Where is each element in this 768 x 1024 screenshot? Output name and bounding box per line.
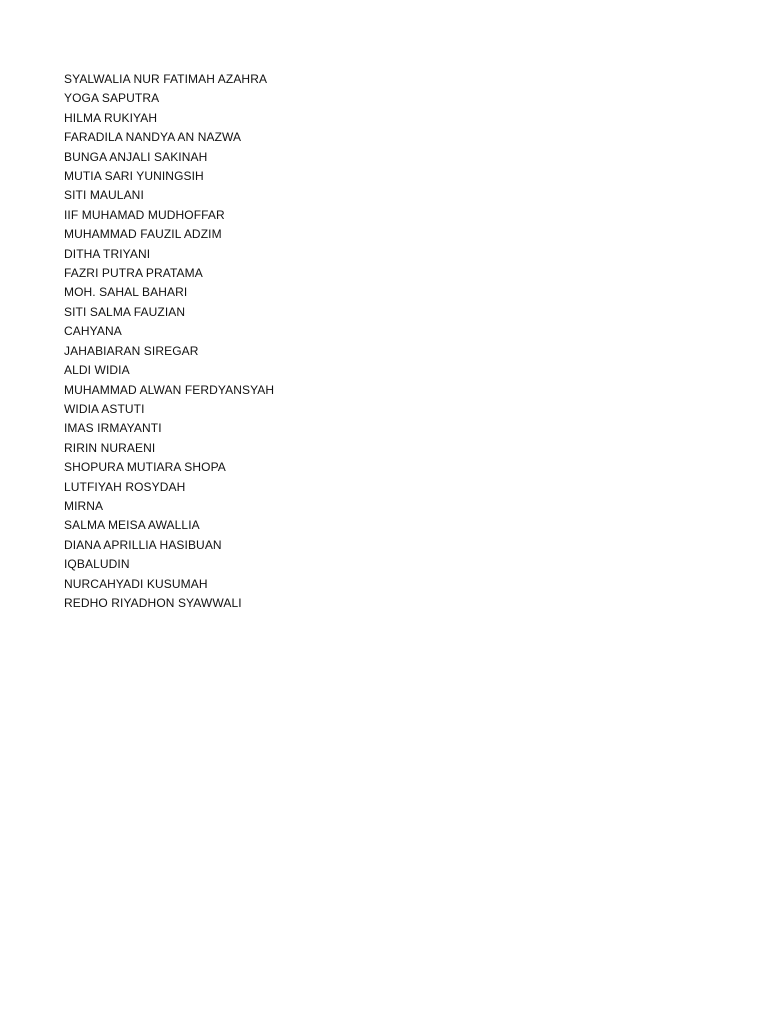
name-list xyxy=(64,70,274,613)
list-item: SITI SALMA FAUZIAN xyxy=(64,304,186,319)
list-item: NURCAHYADI KUSUMAH xyxy=(64,576,208,591)
list-item: IIF MUHAMAD MUDHOFFAR xyxy=(64,207,225,222)
list-item: WIDIA ASTUTI xyxy=(64,401,145,416)
list-item: IMAS IRMAYANTI xyxy=(64,421,162,436)
list-item: FARADILA NANDYA AN NAZWA xyxy=(64,130,242,145)
list-item: MUTIA SARI YUNINGSIH xyxy=(64,169,204,184)
list-item: RIRIN NURAENI xyxy=(64,440,156,455)
list-item: JAHABIARAN SIREGAR xyxy=(64,343,199,358)
list-item: MUHAMMAD ALWAN FERDYANSYAH xyxy=(64,382,275,397)
list-item: MOH. SAHAL BAHARI xyxy=(64,285,188,300)
list-item: HILMA RUKIYAH xyxy=(64,110,158,125)
list-item: DITHA TRIYANI xyxy=(64,246,151,261)
list-item: SHOPURA MUTIARA SHOPA xyxy=(64,460,226,475)
list-item: LUTFIYAH ROSYDAH xyxy=(64,479,186,494)
list-item: YOGA SAPUTRA xyxy=(64,91,160,106)
list-item: CAHYANA xyxy=(64,324,122,339)
list-item: MIRNA xyxy=(64,498,104,513)
list-item: FAZRI PUTRA PRATAMA xyxy=(64,266,203,281)
list-item: DIANA APRILLIA HASIBUAN xyxy=(64,537,222,552)
list-item: SITI MAULANI xyxy=(64,188,144,203)
list-item: REDHO RIYADHON SYAWWALI xyxy=(64,595,242,610)
list-item: MUHAMMAD FAUZIL ADZIM xyxy=(64,227,222,242)
list-item: BUNGA ANJALI SAKINAH xyxy=(64,149,208,164)
list-item: IQBALUDIN xyxy=(64,557,130,572)
list-item: ALDI WIDIA xyxy=(64,363,130,378)
list-item: SYALWALIA NUR FATIMAH AZAHRA xyxy=(64,72,268,86)
list-item: SALMA MEISA AWALLIA xyxy=(64,518,200,533)
